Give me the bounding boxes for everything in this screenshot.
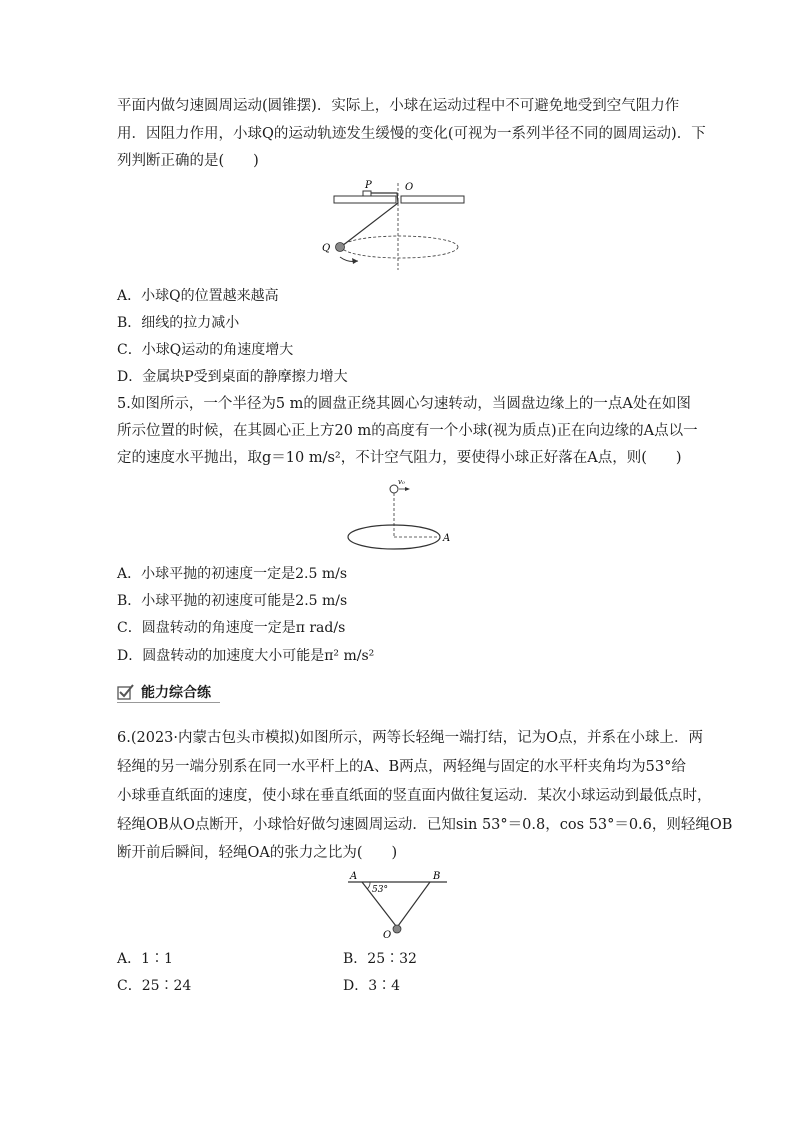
label-q: Q <box>322 243 331 254</box>
label-a: A <box>443 533 451 544</box>
q5-text-line-2: 所示位置的时候，在其圆心正上方20 m的高度有一个小球(视为质点)正在向边缘的A点以一 <box>117 423 698 439</box>
ball-o <box>393 925 401 933</box>
ball-q <box>336 243 345 252</box>
section-heading <box>117 682 211 702</box>
angle-arc <box>367 882 370 889</box>
q6-option-d[interactable]: D．3∶4 <box>343 978 401 994</box>
table-right-plank <box>401 196 464 203</box>
label-o: O <box>383 930 392 940</box>
q5-option-d[interactable]: D．圆盘转动的加速度大小可能是π² m/s² <box>117 648 375 664</box>
q6-text-line-3: 小球垂直纸面的速度，使小球在垂直纸面的竖直面内做往复运动．某次小球运动到最低点时， <box>117 788 712 804</box>
q5-option-a[interactable]: A．小球平抛的初速度一定是2.5 m/s <box>117 566 348 582</box>
q4-option-a[interactable]: A．小球Q的位置越来越高 <box>117 288 279 304</box>
q6-option-a[interactable]: A．1∶1 <box>117 951 173 967</box>
block-p <box>363 191 371 196</box>
section-title: 能力综合练 <box>141 685 211 701</box>
q4-text-line-2: 用．因阻力作用，小球Q的运动轨迹发生缓慢的变化(可视为一系列半径不同的圆周运动)．下 <box>117 126 706 142</box>
q5-option-b[interactable]: B．小球平抛的初速度可能是2.5 m/s <box>117 593 348 609</box>
q4-option-d[interactable]: D．金属块P受到桌面的静摩擦力增大 <box>117 369 348 385</box>
label-p: P <box>365 180 372 191</box>
q6-text-line-5: 断开前后瞬间，轻绳OA的张力之比为( ) <box>117 845 398 861</box>
q4-option-b[interactable]: B．细线的拉力减小 <box>117 315 240 331</box>
section-divider <box>117 702 220 703</box>
q5-option-c[interactable]: C．圆盘转动的角速度一定是π rad/s <box>117 620 346 636</box>
q5-text-line-3: 定的速度水平抛出，取g＝10 m/s²，不计空气阻力，要使得小球正好落在A点，则( ) <box>117 450 682 466</box>
q5-text-line-1: 5.如图所示，一个半径为5 m的圆盘正绕其圆心匀速转动，当圆盘边缘上的一点A处在如图 <box>117 396 691 412</box>
q6-option-b[interactable]: B．25∶32 <box>343 951 417 967</box>
orbit-ellipse <box>342 236 458 258</box>
ball <box>390 485 398 493</box>
checkbox-icon <box>117 684 135 700</box>
table-left-plank <box>334 196 396 203</box>
label-v0: v₀ <box>398 478 405 486</box>
q4-conical-pendulum-figure <box>318 175 478 275</box>
label-o: O <box>405 182 414 193</box>
q6-option-c[interactable]: C．25∶24 <box>117 978 192 994</box>
q4-text-line-1: 平面内做匀速圆周运动(圆锥摆)．实际上，小球在运动过程中不可避免地受到空气阻力作 <box>117 98 680 114</box>
string-ob <box>398 882 430 926</box>
q6-text-line-1: 6.(2023·内蒙古包头市模拟)如图所示，两等长轻绳一端打结，记为O点，并系在小球上．两 <box>117 730 704 746</box>
label-angle: 53° <box>372 885 388 895</box>
q4-text-line-3: 列判断正确的是( ) <box>117 153 259 169</box>
q5-disc-figure <box>340 475 470 555</box>
q4-option-c[interactable]: C．小球Q运动的角速度增大 <box>117 342 294 358</box>
q6-strings-figure <box>340 868 455 940</box>
label-b: B <box>433 871 441 882</box>
q6-text-line-4: 轻绳OB从O点断开，小球恰好做匀速圆周运动．已知sin 53°＝0.8，cos 53°＝0.6，则轻绳OB <box>117 817 733 833</box>
label-a: A <box>350 871 358 882</box>
q6-text-line-2: 轻绳的另一端分别系在同一水平杆上的A、B两点，两轻绳与固定的水平杆夹角均为53°给 <box>117 759 686 775</box>
